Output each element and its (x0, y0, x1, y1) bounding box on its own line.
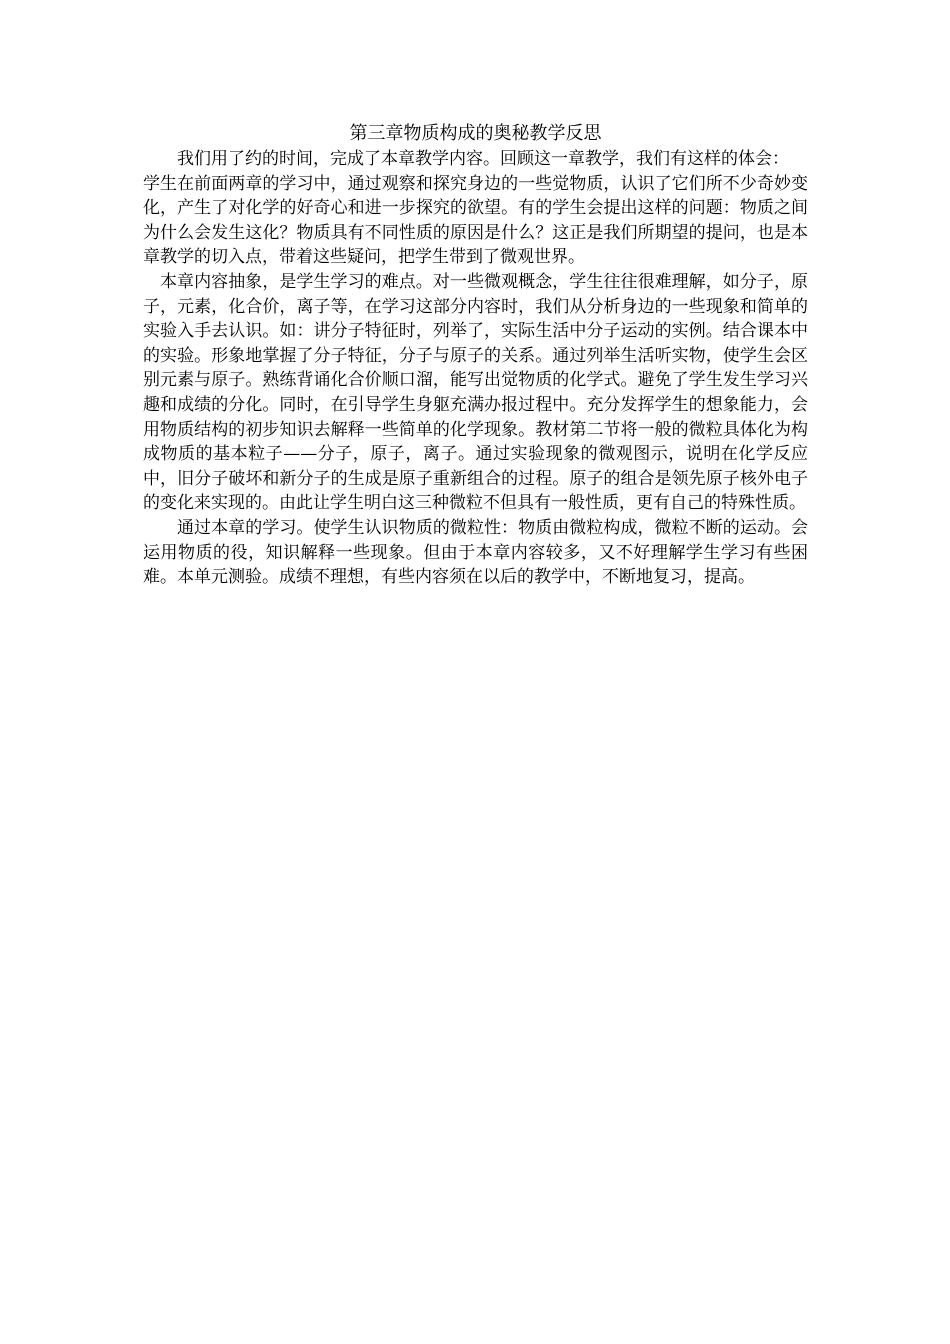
paragraph-content-difficulty: 本章内容抽象，是学生学习的难点。对一些微观概念，学生往往很难理解，如分子，原子，元素，化合价，离子等，在学习这部分内容时，我们从分析身边的一些现象和简单的实验入手去认识。如：讲分子特征时，列举了，实际生活中分子运动的实例。结合课本中的实验。形象地掌握了分子特征，分子与原子的关系。通过列举生活听实物，使学生会区别元素与原子。熟练背诵化合价顺口溜，能写出觉物质的化学式。避免了学生发生学习兴趣和成绩的分化。同时，在引导学生身躯充满办报过程中。充分发挥学生的想象能力，会用物质结构的初步知识去解释一些简单的化学现象。教材第二节将一般的微粒具体化为构成物质的基本粒子——分子，原子，离子。通过实验现象的微观图示，说明在化学反应中，旧分子破坏和新分子的生成是原子重新组合的过程。原子的组合是领先原子核外电子的变化来实现的。由此让学生明白这三种微粒不但具有一般性质，更有自己的特殊性质。 (143, 271, 808, 514)
paragraph-intro: 我们用了约的时间，完成了本章教学内容。回顾这一章教学，我们有这样的体会： (177, 149, 789, 169)
paragraph-summary: 通过本章的学习。使学生认识物质的微粒性：物质由微粒构成，微粒不断的运动。会运用物质的役，知识解释一些现象。但由于本章内容较多，又不好理解学生学习有些困难。本单元测验。成绩不理想，有些内容须在以后的教学中，不断地复习，提高。 (143, 517, 808, 588)
document-body (143, 121, 808, 590)
document-title: 第三章物质构成的奥秘教学反思 (349, 123, 602, 144)
paragraph-background: 学生在前面两章的学习中，通过观察和探究身边的一些觉物质，认识了它们所不少奇妙变化，产生了对化学的好奇心和进一步探究的欲望。有的学生会提出这样的问题：物质之间为什么会发生这化？物质具有不同性质的原因是什么？这正是我们所期望的提问，也是本章教学的切入点，带着这些疑问，把学生带到了微观世界。 (143, 173, 808, 268)
